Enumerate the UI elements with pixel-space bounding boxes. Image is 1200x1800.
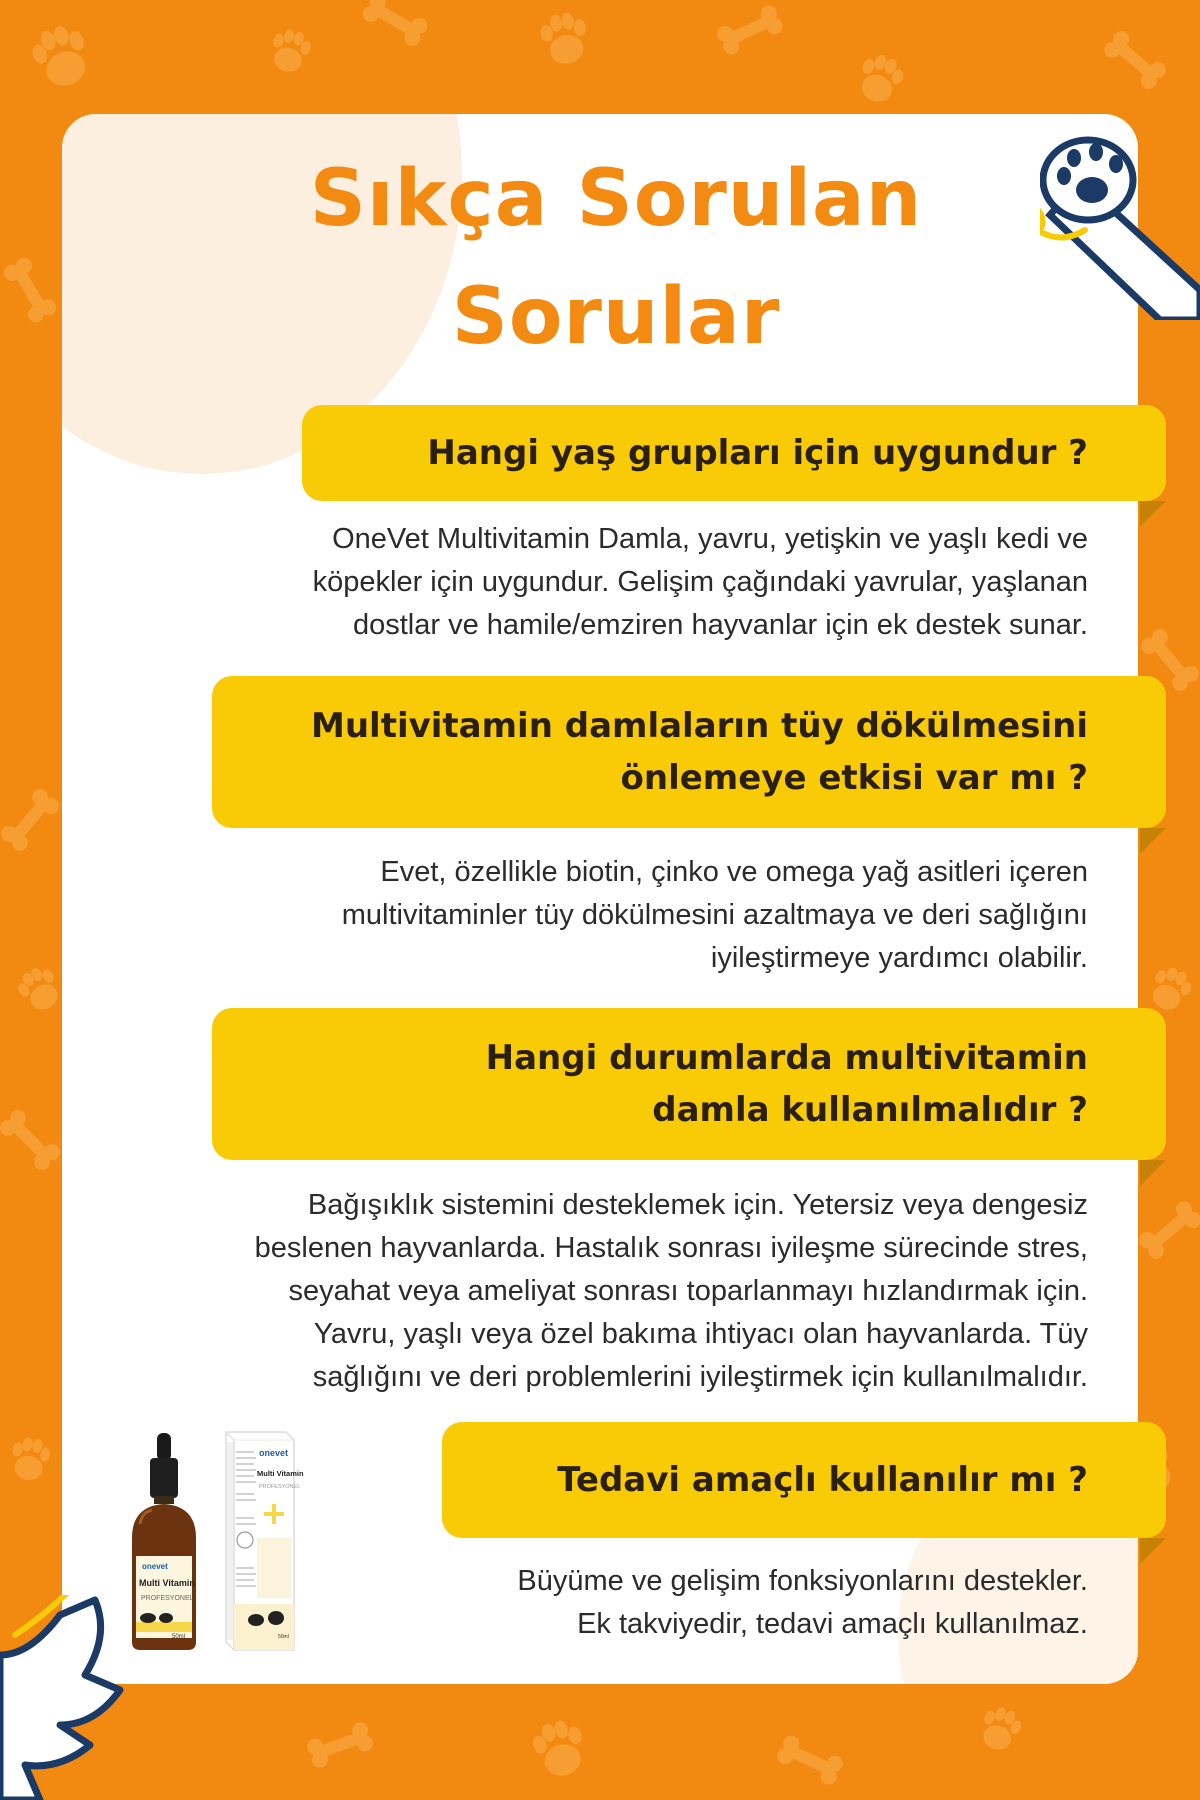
bone-icon (305, 1720, 375, 1770)
paw-print-icon (538, 10, 592, 68)
paw-print-icon (26, 20, 96, 93)
paw-print-icon (529, 1716, 591, 1782)
paw-print-icon (853, 50, 908, 108)
bone-icon (775, 1733, 846, 1787)
box-volume-label: 50ml (278, 1634, 289, 1640)
paw-print-icon (975, 1703, 1025, 1755)
question-fold (1140, 828, 1166, 854)
bone-icon (1136, 1198, 1200, 1262)
bone-icon (360, 0, 430, 49)
faq-question-3: Hangi durumlarda multivitamin damla kullanılmalıdır ? (212, 1008, 1166, 1160)
faq-question-2: Multivitamin damlaların tüy dökülmesini önlemeye etkisi var mı ? (212, 676, 1166, 828)
bottle-subtitle-label: PROFESYONEL (141, 1595, 194, 1602)
dog-paw-illustration (0, 1595, 130, 1800)
page-title (0, 140, 1200, 376)
bone-icon (1101, 28, 1169, 92)
title-line-1: Sıkça Sorulan (309, 154, 923, 244)
cat-paw-illustration (1040, 120, 1200, 320)
box-product-label: Multi Vitamin (257, 1469, 304, 1478)
faq-answer-1: OneVet Multivitamin Damla, yavru, yetişkin ve yaşlı kedi ve köpekler için uygundur. Gelişim çağındaki yavrular, yaşlanan dostlar ve hamile/emziren hayvanlar için ek destek sunar. (312, 523, 1088, 641)
faq-answer-4: Büyüme ve gelişim fonksiyonlarını destekler. Ek takviyedir, tedavi amaçlı kullanılmaz. (517, 1565, 1088, 1640)
bone-icon (0, 1107, 63, 1173)
dropper-bottle (132, 1433, 196, 1650)
bottle-product-label: Multi Vitamin (139, 1578, 195, 1588)
faq-question-1: Hangi yaş grupları için uygundur ? (302, 405, 1166, 501)
paw-print-icon (13, 961, 67, 1016)
bone-icon (0, 786, 62, 854)
paw-print-icon (266, 26, 314, 76)
paw-print-icon (8, 1435, 53, 1483)
question-fold (1140, 1538, 1166, 1564)
bottle-brand-label: onevet (142, 1562, 168, 1571)
product-image (128, 1428, 368, 1658)
box-brand-label: onevet (259, 1448, 289, 1458)
faq-answer-3: Bağışıklık sistemini desteklemek için. Yetersiz veya dengesiz beslenen hayvanlarda. Hastalık sonrası iyileşme sürecinde stres, seyahat veya ameliyat sonrası toparlanmayı hızlandırmak için. Yavru, yaşlı veya özel bakıma ihtiyacı olan hayvanlarda. Tüy sağlığını ve deri problemlerini iyileştirmek için kullanılmalıdır. (254, 1189, 1088, 1393)
faq-question-4: Tedavi amaçlı kullanılır mı ? (442, 1422, 1166, 1538)
title-line-2: Sorular (451, 272, 781, 362)
bone-icon (715, 3, 786, 57)
product-box (226, 1432, 304, 1650)
faq-answer-2: Evet, özellikle biotin, çinko ve omega yağ asitleri içeren multivitaminler tüy dökülmesini azaltmaya ve deri sağlığını iyileştirmeye yardımcı olabilir. (341, 856, 1088, 974)
bottle-volume-label: 50ml (172, 1634, 186, 1640)
question-fold (1140, 1160, 1166, 1186)
question-fold (1140, 501, 1166, 527)
box-subtitle-label: PROFESYONEL (259, 1484, 301, 1490)
